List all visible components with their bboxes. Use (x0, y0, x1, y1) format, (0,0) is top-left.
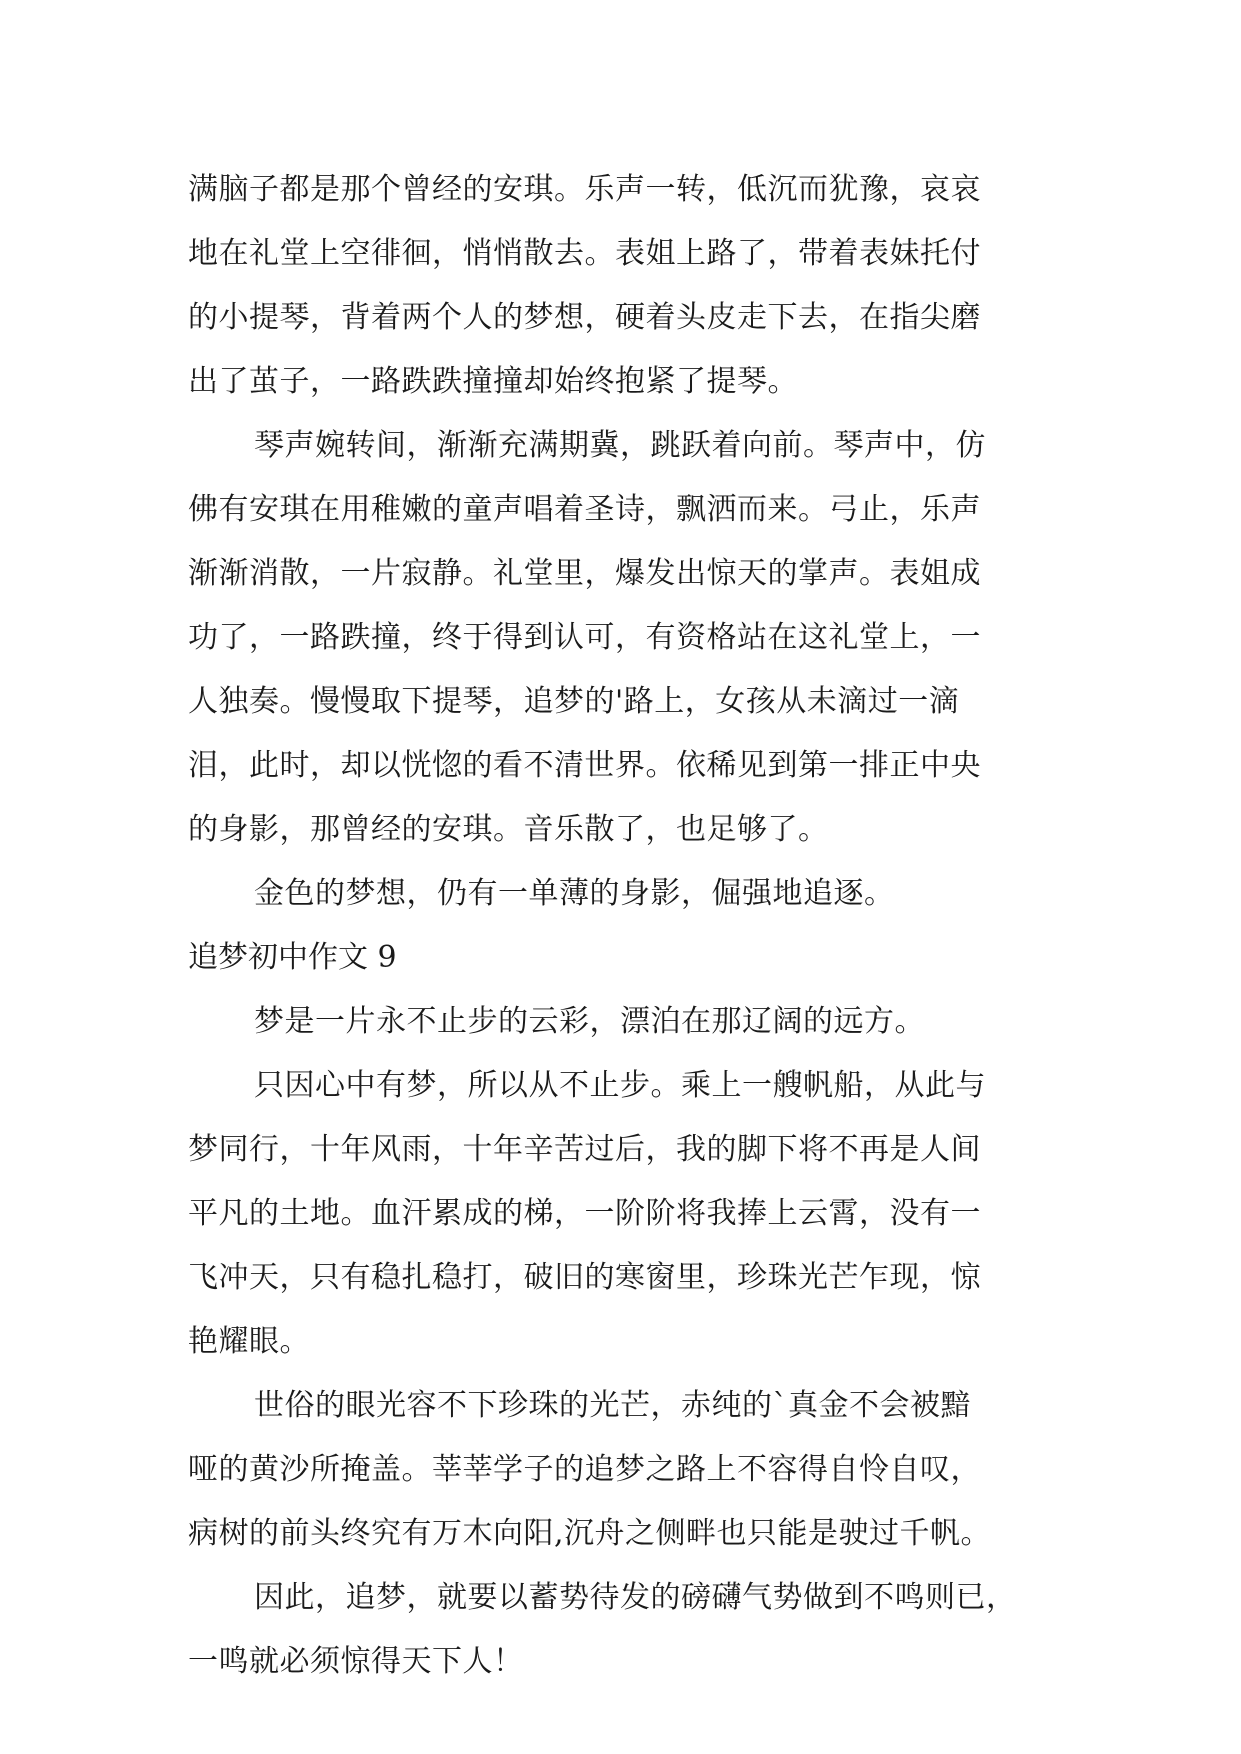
text-line: 艳耀眼。 (188, 1324, 310, 1359)
paragraph (188, 1374, 1058, 1566)
paragraph (188, 1566, 1058, 1694)
paragraph (188, 158, 1058, 414)
text-line: 的身影，那曾经的安琪。音乐散了，也足够了。 (188, 812, 829, 847)
paragraph (188, 862, 1058, 926)
text-line: 金色的梦想，仍有一单薄的身影，倔强地追逐。 (254, 876, 895, 911)
text-line: 一鸣就必须惊得天下人！ (188, 1644, 524, 1679)
paragraph (188, 990, 1058, 1054)
text-line: 只因心中有梦，所以从不止步。乘上一艘帆船，从此与 (254, 1068, 986, 1103)
text-line: 病树的前头终究有万木向阳,沉舟之侧畔也只能是驶过千帆。 (188, 1516, 992, 1551)
text-line: 因此，追梦，就要以蓄势待发的磅礴气势做到不鸣则已， (254, 1580, 1017, 1615)
text-line: 地在礼堂上空徘徊，悄悄散去。表姐上路了，带着表妹托付 (188, 236, 981, 271)
document-body (188, 158, 1058, 1694)
paragraph (188, 414, 1058, 862)
text-line: 渐渐消散，一片寂静。礼堂里，爆发出惊天的掌声。表姐成 (188, 556, 981, 591)
text-line: 满脑子都是那个曾经的安琪。乐声一转，低沉而犹豫，哀哀 (188, 172, 981, 207)
text-line: 佛有安琪在用稚嫩的童声唱着圣诗，飘洒而来。弓止，乐声 (188, 492, 981, 527)
text-line: 飞冲天，只有稳扎稳打，破旧的寒窗里，珍珠光芒乍现，惊 (188, 1260, 981, 1295)
text-line: 琴声婉转间，渐渐充满期冀，跳跃着向前。琴声中，仿 (254, 428, 986, 463)
text-line: 梦同行，十年风雨，十年辛苦过后，我的脚下将不再是人间 (188, 1132, 981, 1167)
text-line: 梦是一片永不止步的云彩，漂泊在那辽阔的远方。 (254, 1004, 925, 1039)
text-line: 出了茧子，一路跌跌撞撞却始终抱紧了提琴。 (188, 364, 798, 399)
text-line: 功了，一路跌撞，终于得到认可，有资格站在这礼堂上，一 (188, 620, 981, 655)
text-line: 世俗的眼光容不下珍珠的光芒，赤纯的`真金不会被黯 (254, 1388, 971, 1423)
section-heading: 追梦初中作文 9 (188, 940, 397, 975)
text-line: 平凡的土地。血汗累成的梯，一阶阶将我捧上云霄，没有一 (188, 1196, 981, 1231)
text-line: 哑的黄沙所掩盖。莘莘学子的追梦之路上不容得自怜自叹， (188, 1452, 981, 1487)
text-line: 的小提琴，背着两个人的梦想，硬着头皮走下去，在指尖磨 (188, 300, 981, 335)
paragraph (188, 1054, 1058, 1374)
text-line: 泪，此时，却以恍惚的看不清世界。依稀见到第一排正中央 (188, 748, 981, 783)
text-line: 人独奏。慢慢取下提琴，追梦的'路上，女孩从未滴过一滴 (188, 684, 960, 719)
